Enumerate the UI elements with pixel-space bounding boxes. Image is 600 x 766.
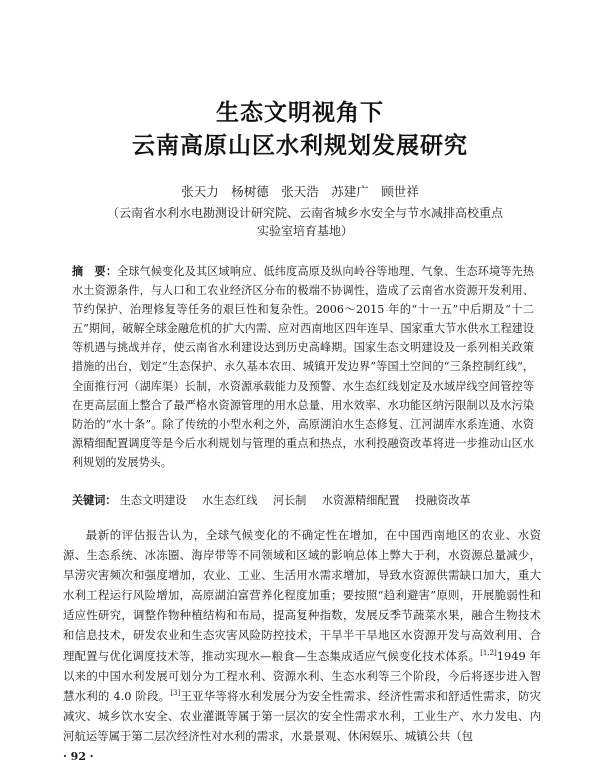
author-list: 张天力 杨树德 张天浩 苏建广 顾世祥 [181,184,419,199]
keyword-item: 投融资改革 [415,494,471,507]
body-text: 最新的评估报告认为，全球气候变化的不确定性在增加，在中国西南地区的农业、水资源、生态系统、冰冻圈、海岸带等不同领域和区域的影响总体上弊大于利，水资源总量减少，旱涝灾害频次和强度增加，农业、工业、生活用水需求增加，导致水资源供需缺口加大，重大水利工程运行风险增加，高原湖泊富营养化程度加重；要按照“趋利避害”原则，开展脆弱性和适应性研究，调整作物种植结构和布局，提高复种指数，发展反季节蔬菜水果，融合生物技术和信息技术，研发农业和生态灾害风险防控技术，干旱半干旱地区水资源开发与高效利用、合理配置与优化调度技术等，推动实现水—粮食—生态集成适应气候变化技术体系。 [63,528,541,663]
abstract-text: 全球气候变化及其区域响应、低纬度高原及纵向岭谷等地理、气象、生态环境等先热水土资源条件，与人口和工农业经济区分布的极端不协调性，造成了云南省水资源开发利用、节约保护、治理修复等任务的艰巨性和复杂性。2006～2015 年的“十一五”中后期及“十二五”期间，破解全球金融危机的扩大内需、应对西南地区四年连旱、国家重大节水供水工程建设等机遇与挑战并存，使云南省水利建设达到历史高峰期。国家生态文明建设及一系列相关政策措施的出台，划定“生态保护、永久基本农田、城镇开发边界”等国土空间的“三条控制红线”，全面推行河（湖库渠）长制，水资源承载能力及预警、水生态红线划定及水域岸线空间管控等在更高层面上整合了最严格水资源管理的用水总量、用水效率、水功能区纳污限制以及水污染防治的“水十条”。除了传统的小型水利之外，高原湖泊水生态修复、江河湖库水系连通、水资源精细配置调度等是今后水利规划与管理的重点和热点，水利投融资改革将进一步推动山区水利规划的发展势头。 [72,265,534,469]
page-number: · 92 · [63,750,94,763]
keywords-label: 关键词： [72,494,117,507]
keyword-item: 水生态红线 [202,494,258,507]
keyword-item: 河长制 [273,494,307,507]
citation[interactable]: [1,2] [480,648,497,657]
title-line-2: 云南高原山区水利规划发展研究 [132,132,468,159]
affiliation-line-1: （云南省水利水电勘测设计研究院、云南省城乡水安全与节水减排高校重点 [106,206,503,220]
body-text: 1949 年以来的中国水利发展可划分为工程水利、资源水利、生态水利等三个阶段，今后将逐步进入智慧水利的 4.0 阶段。 [63,648,541,703]
keyword-item: 水资源精细配置 [321,494,400,507]
citation[interactable]: [3] [170,688,181,697]
body-paragraph [63,525,541,746]
affiliation-line-2: 实验室培育基地） [256,224,353,238]
abstract [72,262,534,472]
keyword-item: 生态文明建设 [119,494,187,507]
abstract-label: 摘 要： [72,265,118,278]
body-text: 王亚华等将水利发展分为安全性需求、经济性需求和舒适性需求，防灾减灾、城乡饮水安全、农业灌溉等属于第一层次的安全性需求水利，工业生产、水力发电、内河航运等属于第二层次经济性对水利的需求，水景景观、休闲娱乐、城镇公共（包 [63,688,541,743]
keywords [72,492,534,510]
title-line-1: 生态文明视角下 [216,99,384,126]
